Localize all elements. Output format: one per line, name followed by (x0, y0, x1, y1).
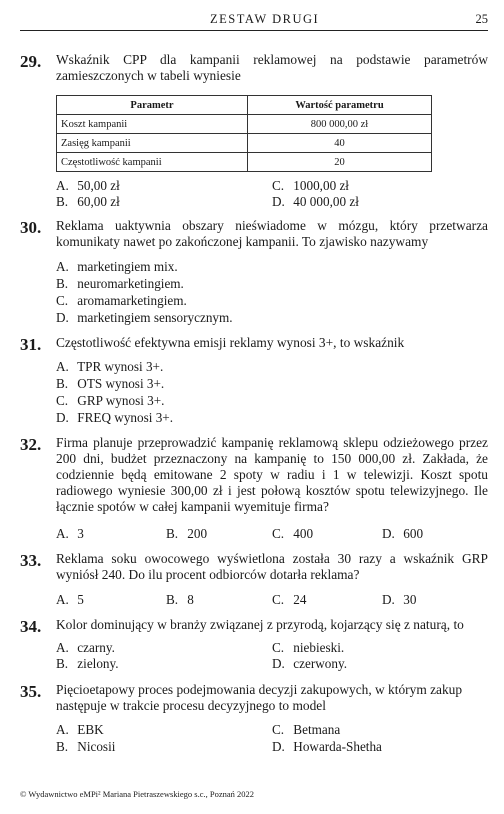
question-text: Reklama soku owocowego wyświetlona została 30 razy a wskaźnik GRP wyniósł 240. Do ilu procent odbiorców dotarła reklama? (56, 551, 488, 582)
table-row (57, 115, 432, 134)
table-cell: 800 000,00 zł (248, 115, 432, 134)
table-cell: Częstotliwość kampanii (57, 153, 248, 172)
question-number: 33. (20, 551, 42, 570)
question-31 (20, 335, 488, 354)
answer-option[interactable]: B. 60,00 zł (56, 194, 120, 209)
answer-option[interactable]: A. 50,00 zł (56, 178, 120, 193)
table-header-cell: Parametr (57, 96, 248, 115)
question-text: Reklama uaktywnia obszary nieświadome w mózgu, który przetwarza komunikaty nawet po zakończonej kampanii. To zjawisko nazywamy (56, 218, 488, 249)
answer-option[interactable]: D. FREQ wynosi 3+. (56, 410, 174, 425)
question-number: 31. (20, 335, 42, 354)
question-33 (20, 551, 488, 583)
section-title: ZESTAW DRUGI (210, 12, 320, 26)
answer-option[interactable]: B. zielony. (56, 656, 119, 671)
question-text: Pięcioetapowy proces podejmowania decyzji zakupowych, w którym zakup następuje w trakcie procesu decyzyjnego to model (56, 682, 463, 713)
answer-option[interactable]: D. 600 (382, 526, 424, 541)
question-29 (20, 52, 488, 84)
question-30 (20, 218, 488, 250)
page-header (20, 12, 488, 32)
question-35 (20, 682, 488, 714)
answer-option[interactable]: B. 8 (166, 592, 194, 607)
table-row (57, 134, 432, 153)
question-number: 34. (20, 617, 42, 636)
question-34 (20, 617, 488, 636)
answer-option[interactable]: B. 200 (166, 526, 208, 541)
table-cell: Zasięg kampanii (57, 134, 248, 153)
answer-option[interactable]: D. Howarda-Shetha (272, 739, 382, 754)
parameters-table (56, 95, 432, 172)
question-number: 30. (20, 218, 42, 237)
answer-option[interactable]: A. EBK (56, 722, 104, 737)
answer-option[interactable]: D. czerwony. (272, 656, 347, 671)
answer-option[interactable]: C. 1000,00 zł (272, 178, 349, 193)
answer-option[interactable]: C. niebieski. (272, 640, 345, 655)
table-cell: Koszt kampanii (57, 115, 248, 134)
answer-option[interactable]: C. aromamarketingiem. (56, 293, 187, 308)
question-text: Firma planuje przeprowadzić kampanię reklamową sklepu odzieżowego przez 200 dni, budżet przeznaczony na kampanię to 150 000,00 zł. Zakłada, że codziennie będą emitowane 2 spoty w radiu i 1 w telewizji. Koszt spotu radiowego wyniesie 300,00 zł i jest połową kosztów spotu telewizyjnego. Ile łącznie spotów w całej kampanii wyemituje firma? (56, 435, 488, 514)
answer-option[interactable]: C. 400 (272, 526, 314, 541)
table-cell: 40 (248, 134, 432, 153)
answer-option[interactable]: D. 40 000,00 zł (272, 194, 359, 209)
question-number: 35. (20, 682, 42, 701)
answer-option[interactable]: B. Nicosii (56, 739, 116, 754)
answer-option[interactable]: B. neuromarketingiem. (56, 276, 184, 291)
page-number: 25 (475, 12, 488, 26)
answer-option[interactable]: A. 5 (56, 592, 84, 607)
table-row (57, 153, 432, 172)
answer-option[interactable]: A. czarny. (56, 640, 115, 655)
question-text: Wskaźnik CPP dla kampanii reklamowej na podstawie parametrów zamieszczonych w tabeli wyniesie (56, 52, 488, 83)
answer-option[interactable]: C. 24 (272, 592, 307, 607)
answer-option[interactable]: D. 30 (382, 592, 417, 607)
question-number: 29. (20, 52, 42, 71)
question-32 (20, 435, 488, 515)
copyright-footer: © Wydawnictwo eMPi² Mariana Pietraszewskiego s.c., Poznań 2022 (20, 789, 255, 799)
table-cell: 20 (248, 153, 432, 172)
table-header-row (57, 96, 432, 115)
answer-option[interactable]: A. marketingiem mix. (56, 259, 178, 274)
header-divider (20, 30, 488, 31)
answer-option[interactable]: C. GRP wynosi 3+. (56, 393, 165, 408)
question-text: Częstotliwość efektywna emisji reklamy wynosi 3+, to wskaźnik (56, 335, 405, 350)
question-number: 32. (20, 435, 42, 454)
answer-option[interactable]: B. OTS wynosi 3+. (56, 376, 165, 391)
table-header-cell: Wartość parametru (248, 96, 432, 115)
answer-option[interactable]: A. TPR wynosi 3+. (56, 359, 164, 374)
answer-option[interactable]: D. marketingiem sensorycznym. (56, 310, 233, 325)
answer-option[interactable]: C. Betmana (272, 722, 341, 737)
question-text: Kolor dominujący w branży związanej z przyrodą, kojarzący się z naturą, to (56, 617, 464, 632)
answer-option[interactable]: A. 3 (56, 526, 84, 541)
